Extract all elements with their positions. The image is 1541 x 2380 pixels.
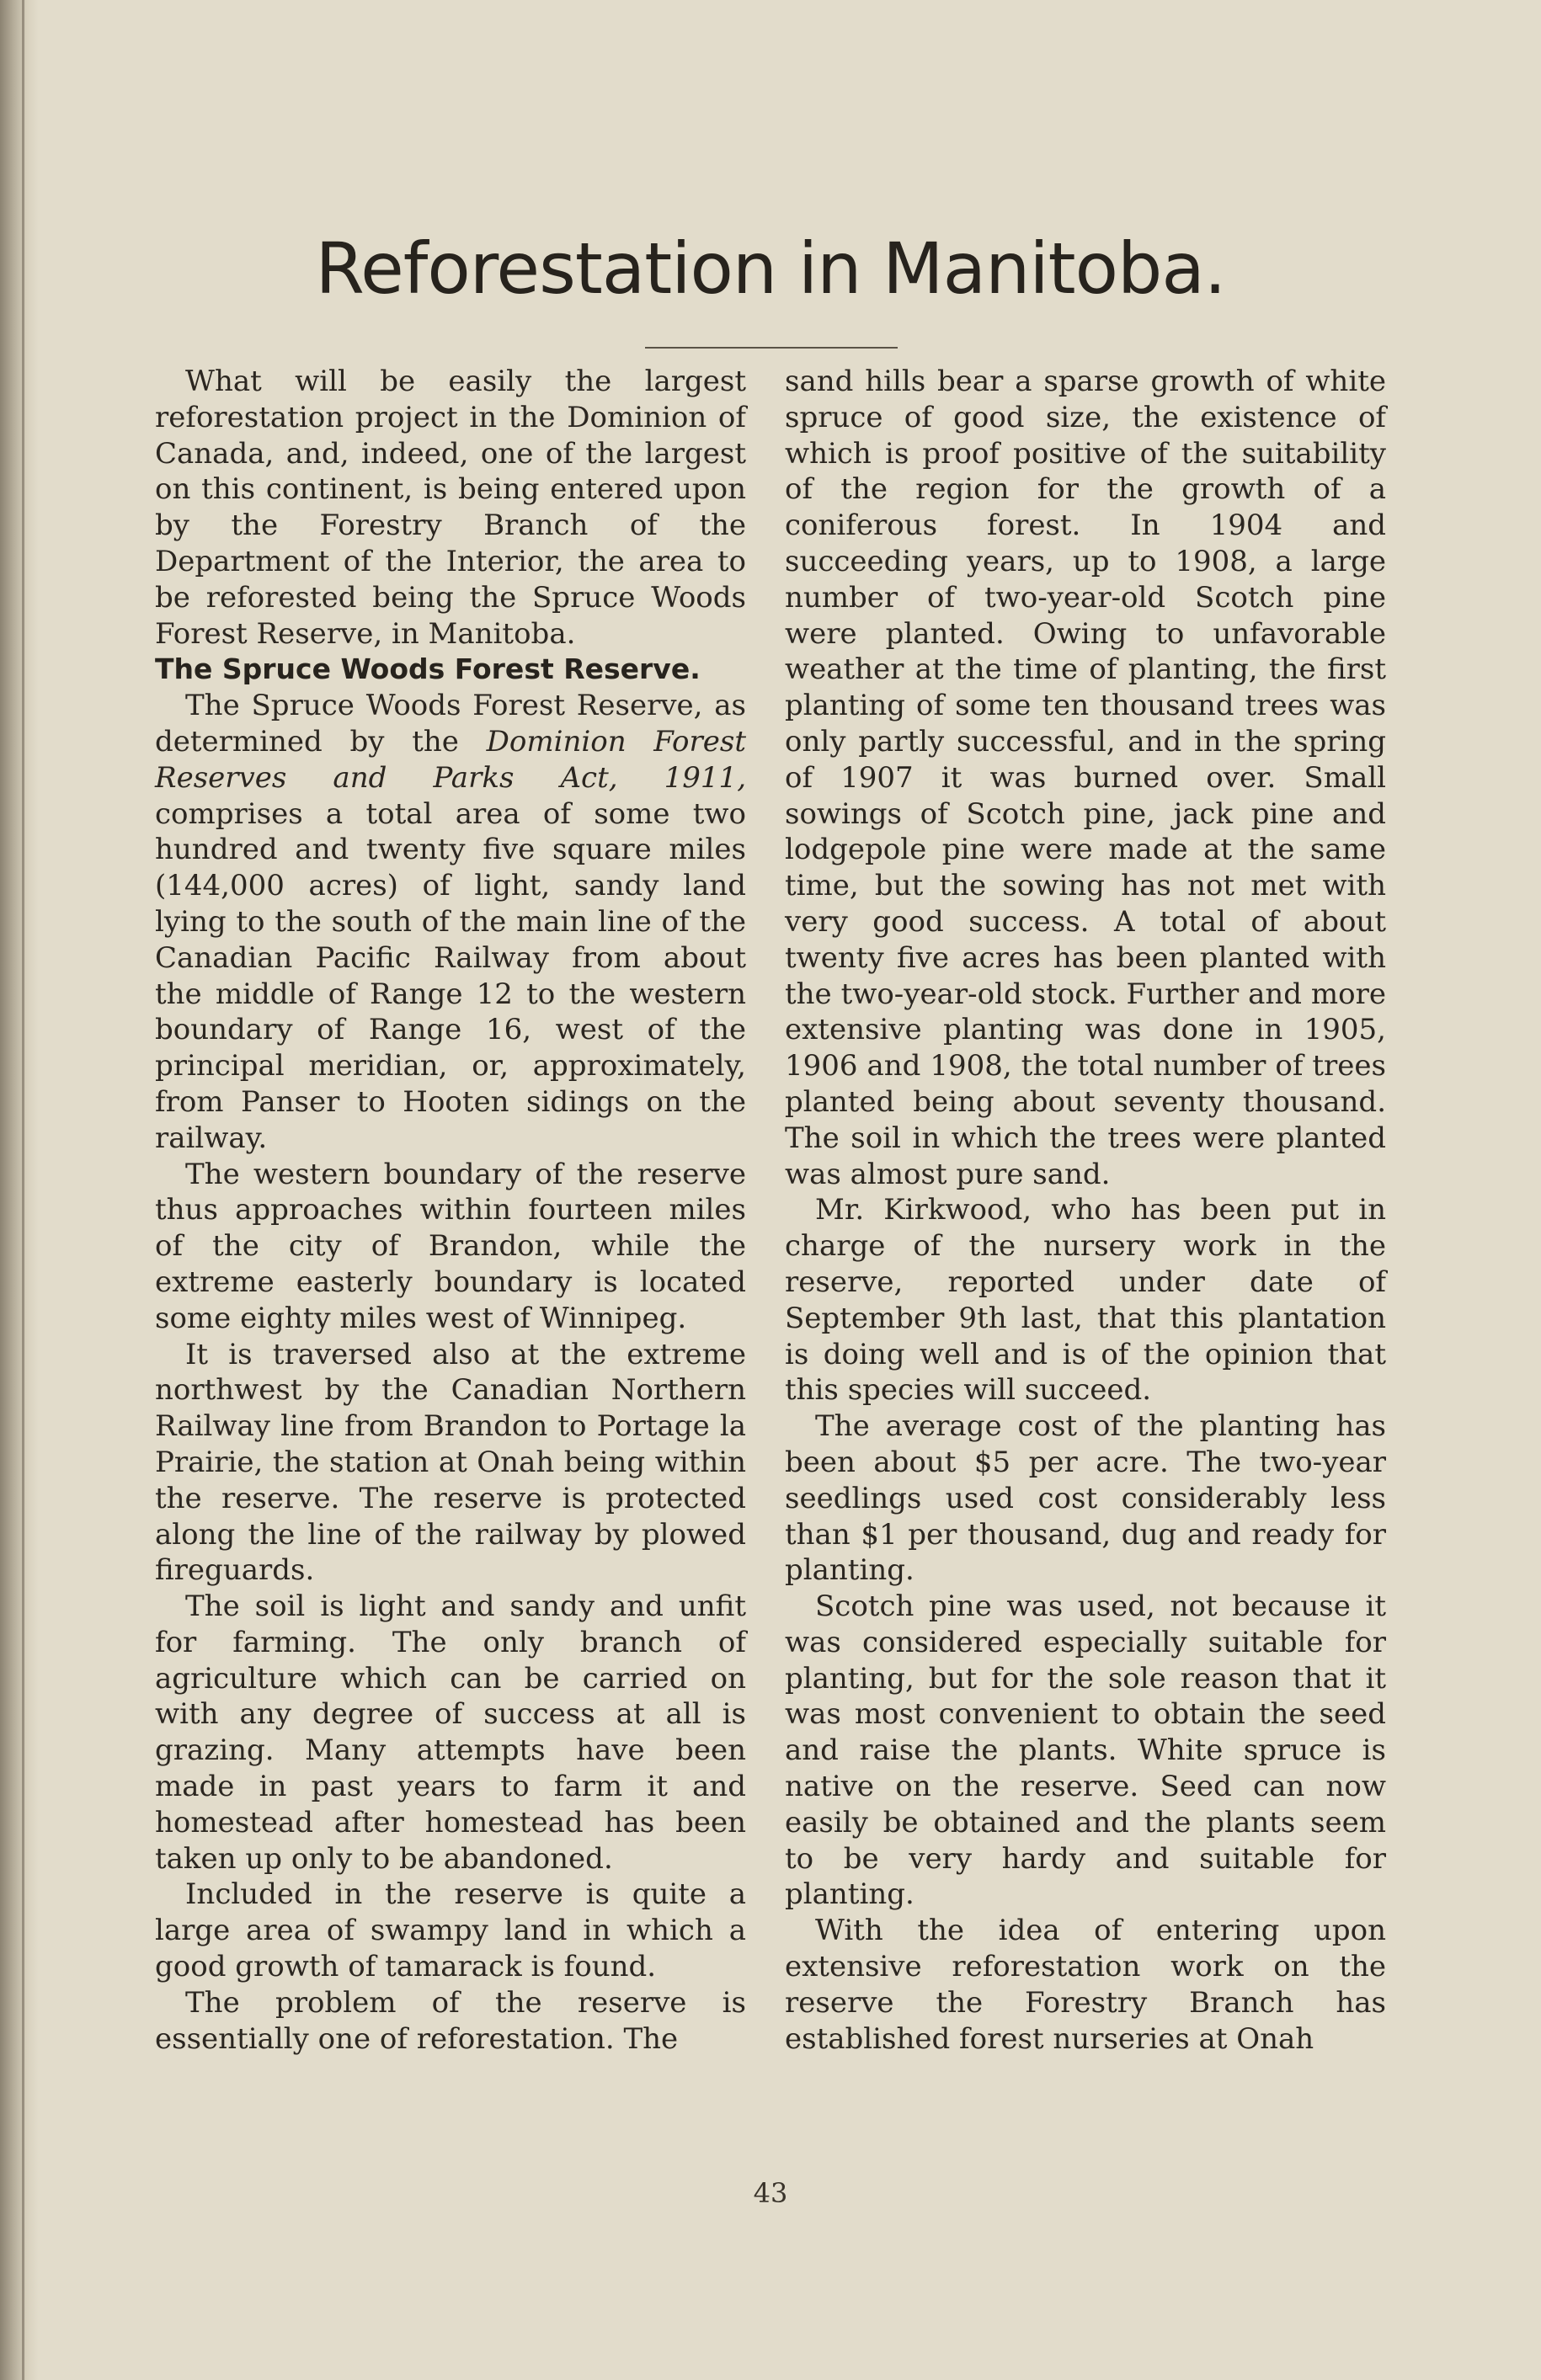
reserve-text-after: comprises a total area of some two hundred and twenty five square miles (144,000 acres) of light, sandy land lying to the south of the main line of the Canadian Pacific Railway from about the middle of Range 12 to the western boundary of Range 16, west of the principal meridian, or, approximately, from Panser to Hooten sidings on the railway. [155,796,746,1155]
section-heading: The Spruce Woods Forest Reserve. [155,652,701,686]
paragraph: The western boundary of the reserve thus approaches within fourteen miles of the city of Brandon, while the extreme easterly boundary is located some eighty miles west of Winnipeg. [155,1157,746,1335]
title-divider [645,347,898,349]
page-binding-edge [22,0,24,2380]
intro-paragraph: What will be easily the largest reforestation project in the Dominion of Canada, and, indeed, one of the largest on this continent, is being entered upon by the Forestry Branch of the Department of the Interior, the area to be reforested being the Spruce Woods Forest Reserve, in Manitoba. [155,365,746,651]
act-name: Dominion Forest Reserves and Parks Act, 1911, [155,724,746,795]
reserve-paragraph [155,688,746,1156]
paragraph: With the idea of entering upon extensive reforestation work on the reserve the Forestry Branch has established forest nurseries at Onah [785,1914,1386,2056]
page-binding-shadow [0,0,39,2380]
paragraph: Mr. Kirkwood, who has been put in charge of the nursery work in the reserve, reported under date of September 9th last, that this plantation is doing well and is of the opinion that this species will succeed. [785,1193,1386,1408]
paragraph: Included in the reserve is quite a large area of swampy land in which a good growth of tamarack is found. [155,1877,746,1984]
right-column [785,364,1386,2057]
reserve-text-before: The Spruce Woods Forest Reserve, as determined by the [155,689,746,759]
left-column [155,364,746,2057]
page-number: 43 [753,2177,788,2209]
paragraph: It is traversed also at the extreme northwest by the Canadian Northern Railway line from Brandon to Portage la Prairie, the station at Onah being within the reserve. The reserve is protected along the line of the railway by plowed fireguards. [155,1337,746,1588]
paragraph: Scotch pine was used, not because it was considered especially suitable for planting, but for the sole reason that it was most convenient to obtain the seed and raise the plants. White spruce is native on the reserve. Seed can now easily be obtained and the plants seem to be very hardy and suitable for planting. [785,1589,1386,1912]
article-title: Reforestation in Manitoba. [315,227,1226,310]
continued-paragraph: sand hills bear a sparse growth of white spruce of good size, the existence of which is proof positive of the suitability of the region for the growth of a coniferous forest. In 1904 and succeeding years, up to 1908, a large number of two-year-old Scotch pine were planted. Owing to unfavorable weather at the time of planting, the first planting of some ten thousand trees was only partly successful, and in the spring of 1907 it was burned over. Small sowings of Scotch pine, jack pine and lodgepole pine were made at the same time, but the sowing has not met with very good success. A total of about twenty five acres has been planted with the two-year-old stock. Further and more extensive planting was done in 1905, 1906 and 1908, the total number of trees planted being about seventy thousand. The soil in which the trees were planted was almost pure sand. [785,365,1386,1191]
paragraph: The problem of the reserve is essentially one of reforestation. The [155,1985,746,2056]
paragraph: The soil is light and sandy and unfit for farming. The only branch of agriculture which can be carried on with any degree of success at all is grazing. Many attempts have been made in past years to farm it and homestead after homestead has been taken up only to be abandoned. [155,1589,746,1876]
paragraph: The average cost of the planting has been about $5 per acre. The two-year seedlings used cost considerably less than $1 per thousand, dug and ready for planting. [785,1409,1386,1588]
